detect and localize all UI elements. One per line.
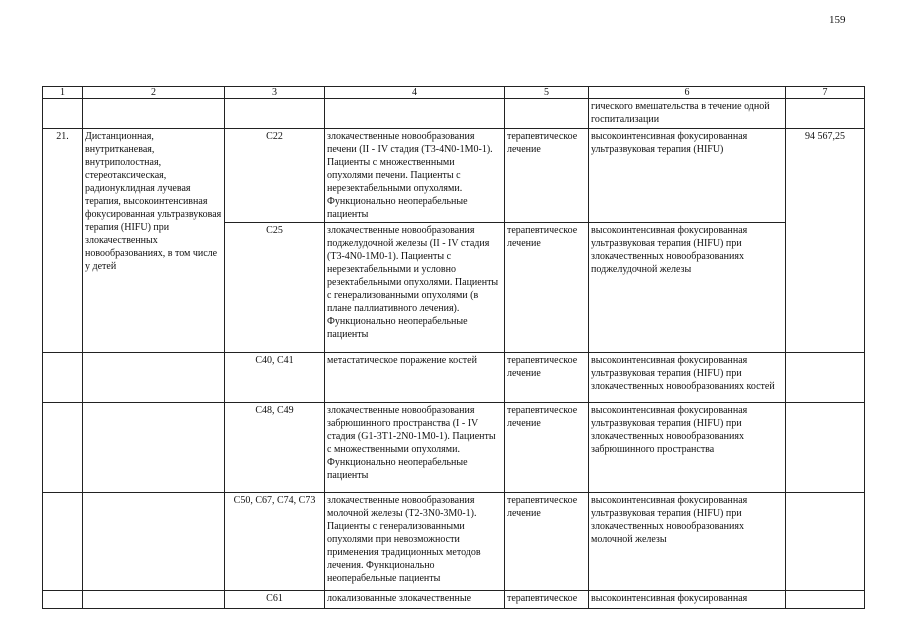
icd-code-cell: C25 xyxy=(225,223,325,353)
table-row xyxy=(43,591,865,609)
table-row xyxy=(43,353,865,403)
patient-model-cell: злокачественные новообразования молочной железы (T2-3N0-3M0-1). Пациенты с генерализованными опухолями при невозможности применения традиционных методов лечения. Функционально неоперабельные пациенты xyxy=(325,493,505,591)
patient-model-cell: локализованные злокачественные xyxy=(325,591,505,609)
method-cell: высокоинтенсивная фокусированная ультразвуковая терапия (HIFU) при злокачественных новообразованиях молочной железы xyxy=(589,493,786,591)
method-cell: высокоинтенсивная фокусированная ультразвуковая терапия (HIFU) при злокачественных новообразованиях костей xyxy=(589,353,786,403)
column-number: 4 xyxy=(325,87,505,99)
treatment-type-cell: терапевтическое лечение xyxy=(505,403,589,493)
method-cell: высокоинтенсивная фокусированная ультразвуковая терапия (HIFU) при злокачественных новообразованиях забрюшинного пространства xyxy=(589,403,786,493)
patient-model-cell: злокачественные новообразования поджелудочной железы (II - IV стадия (T3-4N0-1M0-1). Пациенты с нерезектабельными и условно резектабельными опухолями. Пациенты с генерализованными опухолями (в плане паллиативного лечения). Функционально неоперабельные пациенты xyxy=(325,223,505,353)
column-number: 2 xyxy=(83,87,225,99)
column-number: 1 xyxy=(43,87,83,99)
table-row xyxy=(43,129,865,223)
patient-model-cell: злокачественные новообразования забрюшинного пространства (I - IV стадия (G1-3T1-2N0-1M0-1). Пациенты с множественными опухолями. Функционально неоперабельные пациенты xyxy=(325,403,505,493)
method-cell: высокоинтенсивная фокусированная ультразвуковая терапия (HIFU) при злокачественных новообразованиях поджелудочной железы xyxy=(589,223,786,353)
method-cell: гического вмешательства в течение одной госпитализации xyxy=(589,99,786,129)
method-cell: высокоинтенсивная фокусированная xyxy=(589,591,786,609)
price-cell: 94 567,25 xyxy=(786,129,865,353)
medical-care-table xyxy=(42,86,865,609)
item-number: 21. xyxy=(43,129,83,353)
icd-code-cell: C50, C67, C74, C73 xyxy=(225,493,325,591)
icd-code-cell: C40, C41 xyxy=(225,353,325,403)
column-number: 7 xyxy=(786,87,865,99)
patient-model-cell: злокачественные новообразования печени (II - IV стадия (T3-4N0-1M0-1). Пациенты с множественными опухолями печени. Пациенты с нерезектабельными опухолями. Функционально неоперабельные пациенты xyxy=(325,129,505,223)
treatment-type-cell: терапевтическое лечение xyxy=(505,353,589,403)
column-number: 3 xyxy=(225,87,325,99)
continuation-row xyxy=(43,99,865,129)
column-number: 5 xyxy=(505,87,589,99)
treatment-type-cell: терапевтическое лечение xyxy=(505,223,589,353)
treatment-type-cell: терапевтическое лечение xyxy=(505,129,589,223)
method-cell: высокоинтенсивная фокусированная ультразвуковая терапия (HIFU) xyxy=(589,129,786,223)
column-number: 6 xyxy=(589,87,786,99)
icd-code-cell: C22 xyxy=(225,129,325,223)
care-type-cell: Дистанционная, внутритканевая, внутриполостная, стереотаксическая, радионуклидная лучевая терапия, высокоинтенсивная фокусированная ультразвуковая терапия (HIFU) при злокачественных новообразованиях, в том числе у детей xyxy=(83,129,225,353)
table-row xyxy=(43,403,865,493)
column-numbers-row xyxy=(43,87,865,99)
icd-code-cell: C61 xyxy=(225,591,325,609)
patient-model-cell: метастатическое поражение костей xyxy=(325,353,505,403)
treatment-type-cell: терапевтическое лечение xyxy=(505,493,589,591)
page-number: 159 xyxy=(829,14,846,26)
table-row xyxy=(43,493,865,591)
treatment-type-cell: терапевтическое xyxy=(505,591,589,609)
icd-code-cell: C48, C49 xyxy=(225,403,325,493)
